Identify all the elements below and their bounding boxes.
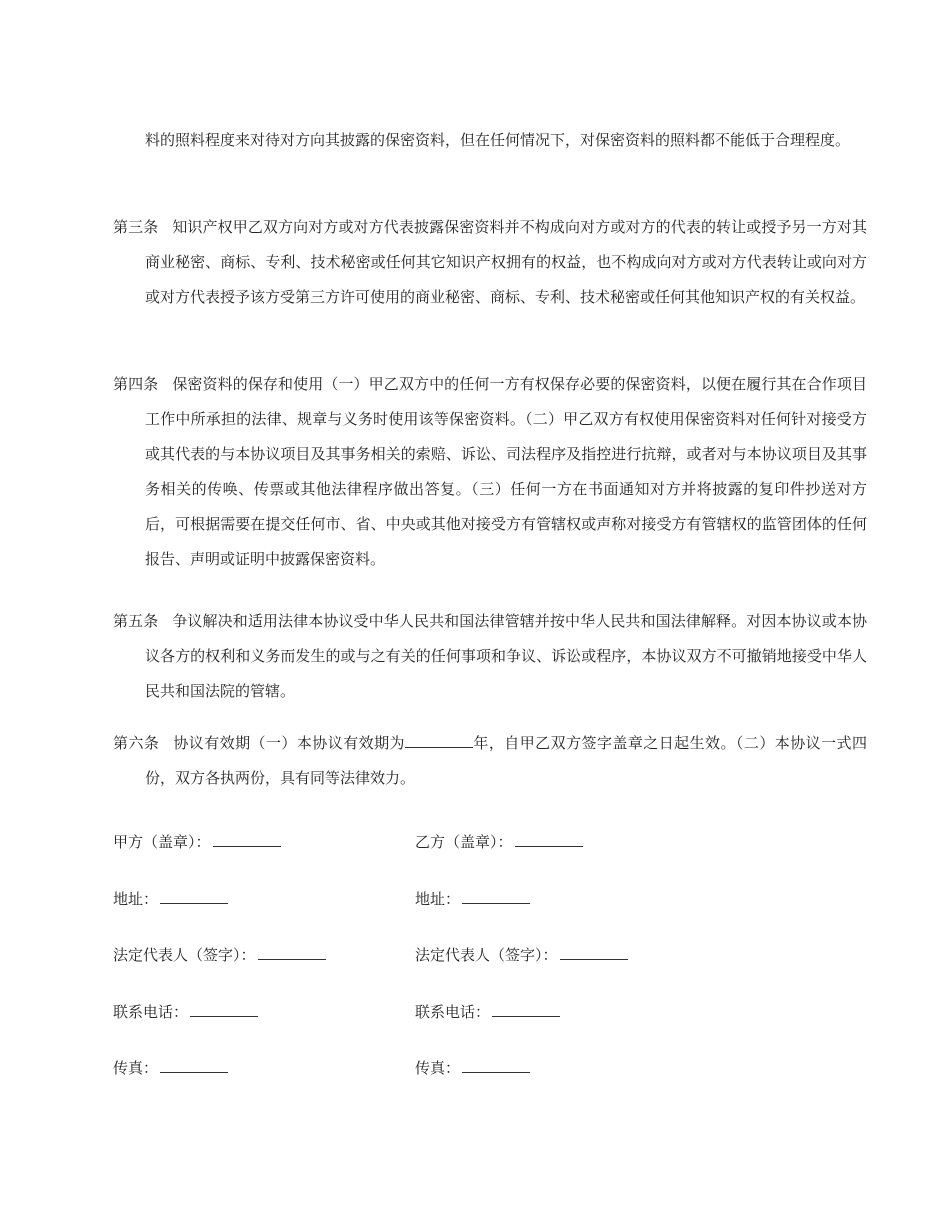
party-b-phone-blank [492, 1002, 560, 1017]
party-b-seal-blank [515, 832, 583, 847]
signature-row-seal [113, 830, 835, 854]
article-5-text: 争议解决和适用法律本协议受中华人民共和国法律管辖并按中华人民共和国法律解释。对因本协议或本协议各方的权利和义务而发生的或与之有关的任何事项和争议、诉讼或程序，本协议双方不可撤销地接受中华人民共和国法院的管辖。 [145, 612, 867, 700]
party-a-fax-blank [160, 1058, 228, 1073]
signature-row-phone [113, 1000, 835, 1024]
party-b-representative-blank [560, 945, 628, 960]
signature-row-representative [113, 943, 835, 967]
article-4-heading: 第四条 [113, 375, 159, 393]
party-a-address-label: 地址： [113, 890, 159, 908]
article-4-text: 保密资料的保存和使用（一）甲乙双方中的任何一方有权保存必要的保密资料，以便在履行其在合作项目工作中所承担的法律、规章与义务时使用该等保密资料。（二）甲乙双方有权使用保密资料对任何针对接受方或其代表的与本协议项目及其事务相关的索赔、诉讼、司法程序及指控进行抗辩，或者对与本协议项目及其事务相关的传唤、传票或其他法律程序做出答复。（三）任何一方在书面通知对方并将披露的复印件抄送对方后，可根据需要在提交任何市、省、中央或其他对接受方有管辖权或声称对接受方有管辖权的监管团体的任何报告、声明或证明中披露保密资料。 [145, 375, 867, 568]
clause-article-4 [113, 367, 867, 577]
party-b-address [415, 887, 530, 911]
signature-row-fax [113, 1056, 835, 1080]
party-a-address [113, 887, 228, 911]
party-a-representative-blank [258, 945, 326, 960]
party-a-representative [113, 943, 326, 967]
party-b-phone [415, 1000, 560, 1024]
party-b-fax-label: 传真： [415, 1059, 461, 1077]
clause-article-3 [113, 210, 867, 315]
article-6-text-before: 协议有效期（一）本协议有效期为 [173, 734, 405, 752]
party-a-fax-label: 传真： [113, 1059, 159, 1077]
party-b-address-blank [462, 889, 530, 904]
article-6-text-after: 年，自甲乙双方签字盖章之日起生效。（二）本协议一式四份，双方各执两份，具有同等法律效力。 [145, 734, 867, 787]
party-b-fax [415, 1056, 530, 1080]
party-b-seal [415, 830, 583, 854]
clause-article-5 [113, 604, 867, 709]
signature-row-address [113, 887, 835, 911]
validity-years-blank [405, 733, 473, 748]
party-a-seal [113, 830, 281, 854]
article-3-heading: 第三条 [113, 218, 159, 236]
party-a-seal-label: 甲方（盖章）： [113, 833, 211, 851]
party-a-phone [113, 1000, 258, 1024]
clause-continuation [113, 123, 867, 158]
party-a-phone-label: 联系电话： [113, 1003, 189, 1021]
party-b-phone-label: 联系电话： [415, 1003, 491, 1021]
party-a-phone-blank [190, 1002, 258, 1017]
party-b-fax-blank [462, 1058, 530, 1073]
party-a-seal-blank [213, 832, 281, 847]
party-a-fax [113, 1056, 228, 1080]
article-6-heading: 第六条 [113, 734, 160, 752]
party-b-representative-label: 法定代表人（签字）： [415, 946, 558, 964]
article-3-text: 知识产权甲乙双方向对方或对方代表披露保密资料并不构成向对方或对方的代表的转让或授予另一方对其商业秘密、商标、专利、技术秘密或任何其它知识产权拥有的权益，也不构成向对方或对方代表转让或向对方或对方代表授予该方受第三方许可使用的商业秘密、商标、专利、技术秘密或任何其他知识产权的有关权益。 [145, 218, 867, 306]
party-b-seal-label: 乙方（盖章）： [415, 833, 513, 851]
article-5-heading: 第五条 [113, 612, 159, 630]
clause-article-6 [113, 726, 867, 796]
party-a-representative-label: 法定代表人（签字）： [113, 946, 256, 964]
party-b-address-label: 地址： [415, 890, 461, 908]
party-a-address-blank [160, 889, 228, 904]
clause-continuation-text: 料的照料程度来对待对方向其披露的保密资料，但在任何情况下，对保密资料的照料都不能低于合理程度。 [145, 131, 851, 149]
party-b-representative [415, 943, 628, 967]
